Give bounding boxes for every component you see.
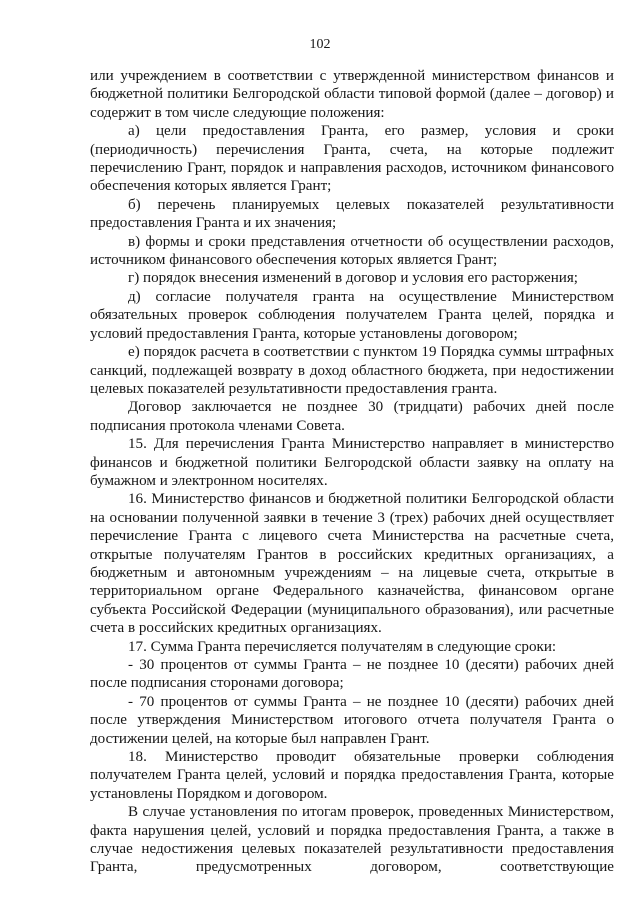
paragraph-clause-18: 18. Министерство проводит обязательные проверки соблюдения получателем Гранта целей, условий и порядка предоставления Гранта, которые установлены Порядком и договором. [90,749,614,802]
paragraph-clause-15: 15. Для перечисления Гранта Министерство направляет в министерство финансов и бюджетной политики Белгородской области заявку на оплату на бумажном и электронном носителях. [90,436,614,489]
paragraph-item-g: г) порядок внесения изменений в договор и условия его расторжения; [128,270,578,287]
paragraph-intro-continuation: или учреждением в соответствии с утвержденной министерством финансов и бюджетной политики Белгородской области типовой формой (далее – договор) и содержит в том числе следующие положения: [90,68,614,121]
paragraph-clause-16: 16. Министерство финансов и бюджетной политики Белгородской области на основании полученной заявки в течение 3 (трех) рабочих дней осуществляет перечисление Гранта с лицевого счета Министерства на расчетные счета, открытые получателям Грантов в российских кредитных организациях, а бюджетным и автономным учреждениям – на лицевые счета, открытые в территориальном органе Федерального казначейства, финансовом органе субъекта Российской Федерации (муниципального образования), или расчетные счета в российских кредитных организациях. [90,491,614,637]
paragraph-item-e: е) порядок расчета в соответствии с пунктом 19 Порядка суммы штрафных санкций, подлежащей возврату в доход областного бюджета, при недостижении целевых показателей результативности предоставления гранта. [90,344,614,397]
paragraph-clause-17-part-2: - 70 процентов от суммы Гранта – не позднее 10 (десяти) рабочих дней после утверждения Министерством итогового отчета получателя Гранта о достижении целей, на которые был направлен Грант. [90,693,614,747]
paragraph-violation-case: В случае установления по итогам проверок, проведенных Министерством, факта нарушения целей, условий и порядка предоставления Гранта, а также в случае недостижения целевых показателей результативности предоставления Гранта, предусмотренных договором, соответствующие [90,804,614,876]
document-body [90,67,614,877]
paragraph-clause-17: 17. Сумма Гранта перечисляется получателям в следующие сроки: [128,638,557,655]
paragraph-item-b: б) перечень планируемых целевых показателей результативности предоставления Гранта и их значения; [90,196,614,232]
paragraph-item-d: д) согласие получателя гранта на осуществление Министерством обязательных проверок соблюдения получателем Гранта целей, порядка и условий предоставления Гранта, которые установлены договором; [90,288,614,342]
paragraph-item-v: в) формы и сроки представления отчетности об осуществлении расходов, источником финансового обеспечения которых является Грант; [90,233,614,269]
page-number: 102 [309,37,331,52]
paragraph-clause-17-part-1: - 30 процентов от суммы Гранта – не позднее 10 (десяти) рабочих дней после подписания сторонами договора; [90,657,614,692]
paragraph-item-a: а) цели предоставления Гранта, его размер, условия и сроки (периодичность) перечисления Гранта, счета, на которые подлежит перечислению Грант, порядок и направления расходов, источником финансового обеспечения которых является Грант; [90,123,614,195]
paragraph-contract-term: Договор заключается не позднее 30 (тридцати) рабочих дней после подписания протокола членами Совета. [90,399,614,434]
